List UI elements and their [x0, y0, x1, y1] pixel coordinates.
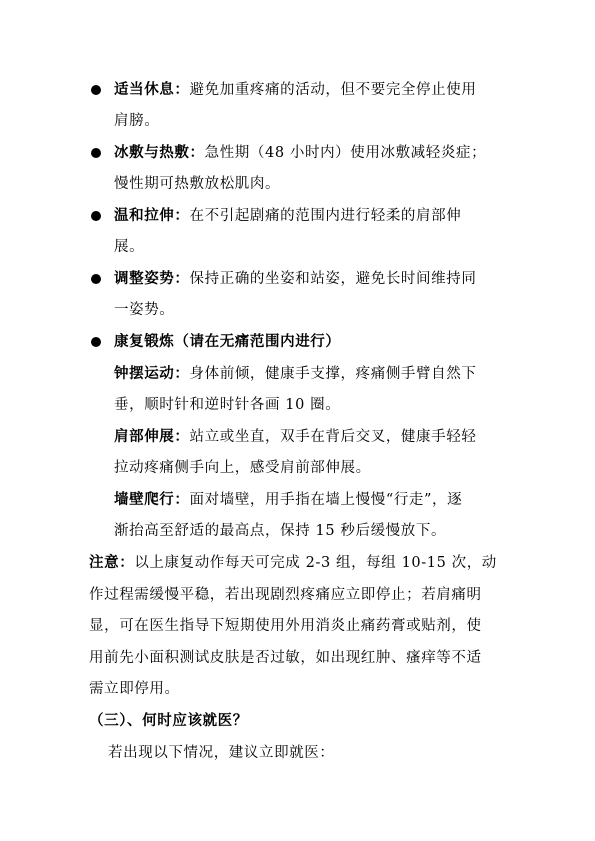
exercise-text: 面对墙壁，用手指在墙上慢慢“行走”，逐: [189, 492, 463, 508]
exercise-text: 垂，顺时针和逆时针各画 10 圈。: [114, 397, 341, 413]
list-item-continuation: [114, 174, 280, 194]
note-text: 以上康复动作每天可完成 2-3 组，每组 10-15 次，动: [134, 555, 497, 571]
exercise-text: 站立或坐直，双手在背后交叉，健康手轻轻: [189, 429, 477, 445]
exercise-text: 拉动疼痛侧手向上，感受肩前部伸展。: [114, 460, 371, 476]
section-title: （三）、何时应该就医？: [89, 713, 248, 729]
intro-text: 若出现以下情况，建议立即就医：: [108, 745, 335, 761]
item-text: 展。: [114, 239, 145, 255]
bullet-dot: [91, 274, 101, 284]
list-item-line: [114, 206, 461, 226]
item-text: 在不引起剧痛的范围内进行轻柔的肩部伸: [189, 208, 462, 224]
rehab-heading: 康复锻炼（请在无痛范围内进行）: [114, 334, 341, 350]
exercise-line: [114, 364, 476, 384]
bullet-dot: [91, 85, 101, 95]
item-term: 适当休息: [114, 82, 175, 98]
note-line: 作过程需缓慢平稳，若出现剧烈疼痛应立即停止；若肩痛明: [89, 587, 482, 603]
item-text: 急性期（48 小时内）使用冰敷减轻炎症；: [204, 145, 487, 161]
item-text: 一姿势。: [114, 302, 175, 318]
item-term: 调整姿势: [114, 271, 175, 287]
exercise-continuation: [114, 458, 371, 478]
exercise-term: 墙壁爬行: [114, 492, 175, 508]
exercise-colon: ：: [174, 492, 190, 508]
exercise-text: 身体前倾，健康手支撑，疼痛侧手臂自然下: [189, 366, 477, 382]
item-text: 慢性期可热敷放松肌肉。: [114, 176, 281, 192]
note-term: 注意: [89, 555, 120, 571]
list-item-line: [114, 80, 476, 100]
exercise-continuation: [114, 521, 446, 541]
exercise-continuation: [114, 395, 340, 415]
list-item-continuation: [114, 237, 144, 257]
list-item-line: [114, 143, 486, 163]
item-text: 避免加重疼痛的活动，但不要完全停止使用: [189, 82, 477, 98]
note-colon: ：: [119, 555, 135, 571]
list-item-continuation: [114, 111, 159, 131]
list-item-continuation: [114, 300, 174, 320]
note-line: 显，可在医生指导下短期使用外用消炎止痛药膏或贴剂，使: [89, 618, 482, 634]
item-text: 肩膀。: [114, 113, 160, 129]
exercise-line: [114, 490, 462, 510]
note-line: [89, 553, 497, 573]
exercise-text: 渐抬高至舒适的最高点，保持 15 秒后缓慢放下。: [114, 523, 447, 539]
list-item-line: [114, 269, 476, 289]
exercise-line: [114, 427, 476, 447]
bullet-dot: [91, 337, 101, 347]
note-line: 需立即停用。: [89, 681, 180, 697]
item-colon: ：: [174, 82, 190, 98]
exercise-colon: ：: [174, 429, 190, 445]
exercise-term: 钟摆运动: [114, 366, 175, 382]
item-colon: ：: [174, 208, 190, 224]
bullet-dot: [91, 148, 101, 158]
item-term: 冰敷与热敷: [114, 145, 190, 161]
exercise-colon: ：: [174, 366, 190, 382]
bullet-dot: [91, 211, 101, 221]
item-colon: ：: [189, 145, 205, 161]
item-text: 保持正确的坐姿和站姿，避免长时间维持同: [189, 271, 477, 287]
item-term: 温和拉伸: [114, 208, 175, 224]
exercise-term: 肩部伸展: [114, 429, 175, 445]
item-colon: ：: [174, 271, 190, 287]
note-line: 用前先小面积测试皮肤是否过敏，如出现红肿、瘙痒等不适: [89, 650, 482, 666]
